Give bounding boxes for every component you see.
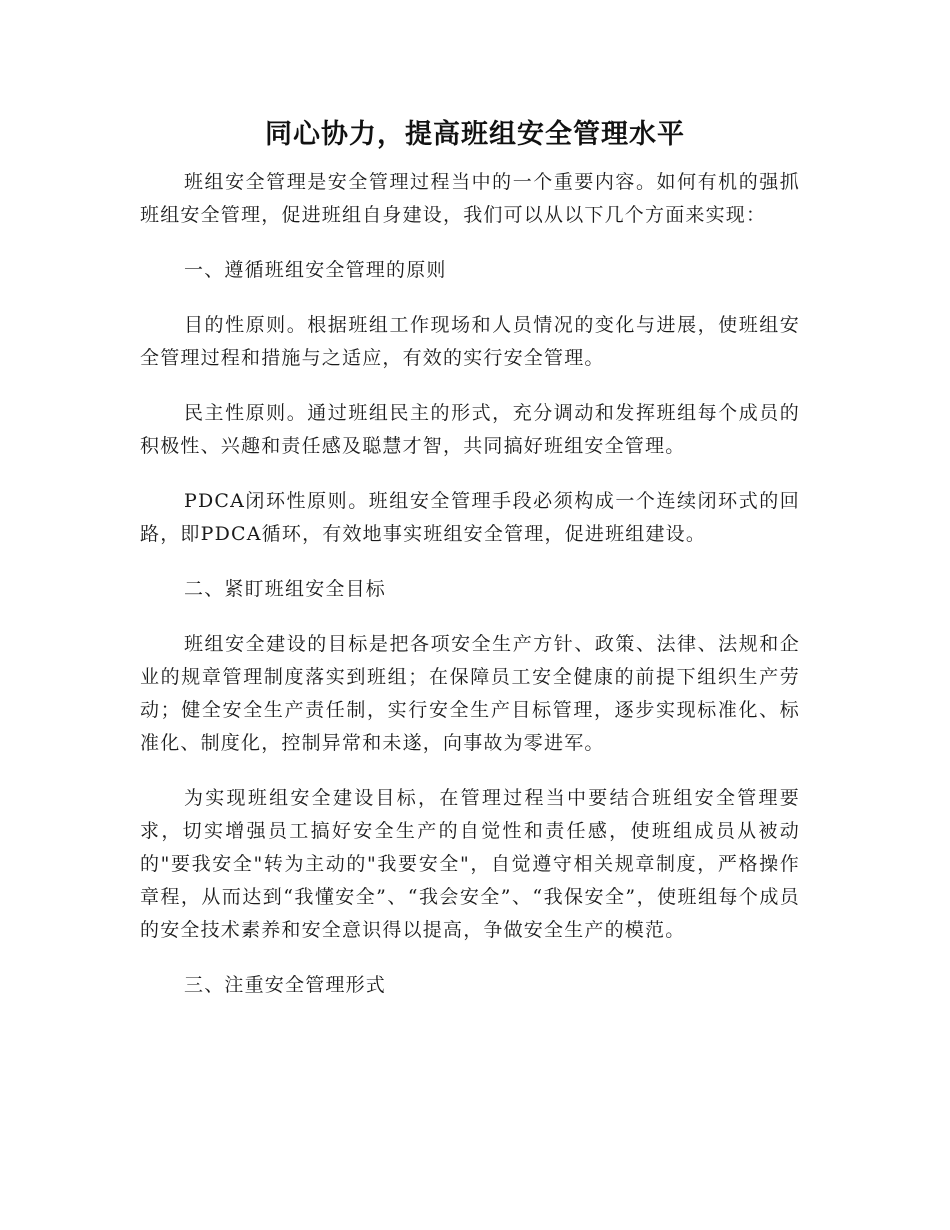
democracy-principle-paragraph: 民主性原则。通过班组民主的形式，充分调动和发挥班组每个成员的积极性、兴趣和责任感及聪慧才智，共同搞好班组安全管理。 bbox=[140, 402, 800, 457]
section-heading-1: 一、遵循班组安全管理的原则 bbox=[184, 259, 447, 281]
intro-paragraph: 班组安全管理是安全管理过程当中的一个重要内容。如何有机的强抓班组安全管理，促进班组自身建设，我们可以从以下几个方面来实现： bbox=[140, 171, 800, 226]
safety-goal-paragraph: 班组安全建设的目标是把各项安全生产方针、政策、法律、法规和企业的规章管理制度落实到班组；在保障员工安全健康的前提下组织生产劳动；健全安全生产责任制，实行安全生产目标管理，逐步实现标准化、标准化、制度化，控制异常和未遂，向事故为零进军。 bbox=[140, 633, 800, 754]
section-heading-2: 二、紧盯班组安全目标 bbox=[184, 578, 387, 600]
section-heading-3: 三、注重安全管理形式 bbox=[184, 974, 387, 996]
goal-implementation-paragraph: 为实现班组安全建设目标，在管理过程当中要结合班组安全管理要求，切实增强员工搞好安全生产的自觉性和责任感，使班组成员从被动的"要我安全"转为主动的"我要安全"，自觉遵守相关规章制度，严格操作章程，从而达到“我懂安全”、“我会安全”、“我保安全”，使班组每个成员的安全技术素养和安全意识得以提高，争做安全生产的模范。 bbox=[140, 787, 800, 941]
purpose-principle-paragraph: 目的性原则。根据班组工作现场和人员情况的变化与进展，使班组安全管理过程和措施与之适应，有效的实行安全管理。 bbox=[140, 314, 800, 369]
document-body bbox=[140, 166, 800, 1024]
pdca-principle-paragraph: PDCA闭环性原则。班组安全管理手段必须构成一个连续闭环式的回路，即PDCA循环，有效地事实班组安全管理，促进班组建设。 bbox=[140, 490, 800, 545]
document-title: 同心协力，提高班组安全管理水平 bbox=[265, 119, 685, 150]
